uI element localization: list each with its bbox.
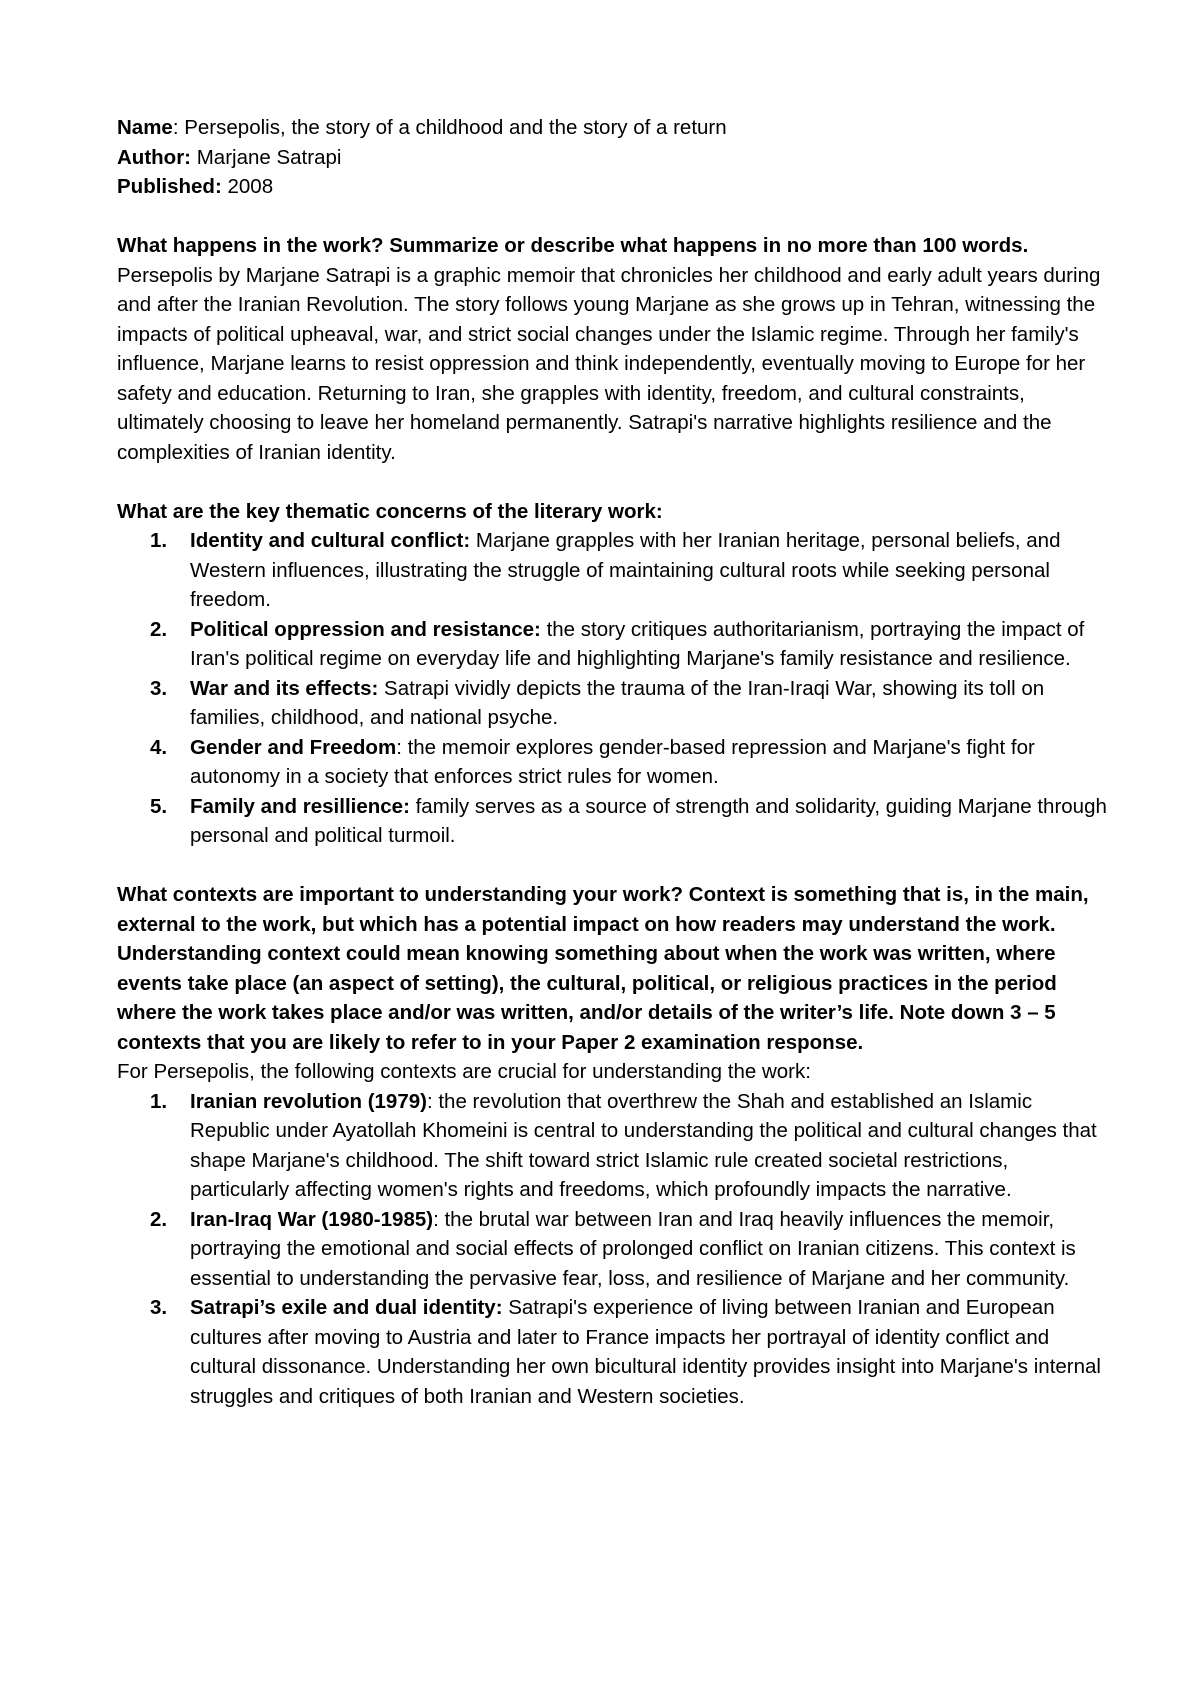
author-label: Author:	[117, 145, 192, 169]
themes-question: What are the key thematic concerns of the literary work:	[117, 499, 663, 523]
name-line	[117, 113, 1107, 143]
theme-text: Satrapi vividly depicts the trauma of the Iran-Iraqi War, showing its toll on families, childhood, and national psyche.	[190, 676, 1045, 729]
themes-list	[117, 526, 1107, 851]
published-value: 2008	[221, 175, 274, 198]
theme-title: War and its effects:	[190, 676, 379, 700]
name-value: : Persepolis, the story of a childhood and the story of a return	[172, 116, 727, 139]
context-item	[117, 1205, 1107, 1294]
theme-item	[117, 792, 1107, 851]
summary-answer: Persepolis by Marjane Satrapi is a graphic memoir that chronicles her childhood and early adult years during and after the Iranian Revolution. The story follows young Marjane as she grows up in Tehran, witnessing the impacts of political upheaval, war, and strict social changes under the Islamic regime. Through her family's influence, Marjane learns to resist oppression and think independently, eventually moving to Europe for her safety and education. Returning to Iran, she grapples with identity, freedom, and cultural constraints, ultimately choosing to leave her homeland permanently. Satrapi's narrative highlights resilience and the complexities of Iranian identity.	[117, 263, 1101, 464]
theme-item	[117, 674, 1107, 733]
spacer	[117, 202, 1107, 232]
theme-title: Political oppression and resistance:	[190, 617, 541, 641]
list-number: 5.	[150, 794, 168, 818]
author-line	[117, 143, 1107, 173]
published-line	[117, 172, 1107, 202]
published-label: Published:	[117, 175, 222, 198]
contexts-list	[117, 1087, 1107, 1412]
document-page	[117, 113, 1107, 1411]
context-text: : the brutal war between Iran and Iraq heavily influences the memoir, portraying the emotional and social effects of prolonged conflict on Iranian citizens. This context is essential to understanding the pervasive fear, loss, and resilience of Marjane and her community.	[190, 1207, 1076, 1290]
list-number: 1.	[150, 1089, 168, 1113]
theme-text: : the memoir explores gender-based repression and Marjane's fight for autonomy in a society that enforces strict rules for women.	[190, 735, 1035, 788]
context-text: Satrapi's experience of living between Iranian and European cultures after moving to Austria and later to France impacts her portrayal of identity conflict and cultural dissonance. Understanding her own bicultural identity provides insight into Marjane's internal struggles and critiques of both Iranian and Western societies.	[190, 1296, 1101, 1408]
theme-text: family serves as a source of strength and solidarity, guiding Marjane through personal and political turmoil.	[190, 794, 1107, 847]
context-title: Iranian revolution (1979)	[190, 1089, 427, 1113]
spacer	[117, 467, 1107, 497]
theme-item	[117, 733, 1107, 792]
theme-title: Gender and Freedom	[190, 735, 397, 759]
spacer	[117, 851, 1107, 881]
theme-title: Identity and cultural conflict:	[190, 529, 471, 552]
theme-item	[117, 615, 1107, 674]
context-item	[117, 1293, 1107, 1411]
context-title: Satrapi’s exile and dual identity:	[190, 1296, 503, 1319]
context-text: : the revolution that overthrew the Shah and established an Islamic Republic under Ayatollah Khomeini is central to understanding the political and cultural changes that shape Marjane's childhood. The shift toward strict Islamic rule created societal restrictions, particularly affecting women's rights and freedoms, which profoundly impacts the narrative.	[190, 1089, 1097, 1201]
list-number: 3.	[150, 676, 168, 700]
theme-text: the story critiques authoritarianism, portraying the impact of Iran's political regime on everyday life and highlighting Marjane's family resistance and resilience.	[190, 617, 1085, 670]
author-value: Marjane Satrapi	[191, 145, 342, 169]
theme-item	[117, 526, 1107, 615]
list-number: 2.	[150, 1207, 168, 1231]
context-item	[117, 1087, 1107, 1205]
list-number: 3.	[150, 1296, 168, 1319]
theme-text: Marjane grapples with her Iranian heritage, personal beliefs, and Western influences, illustrating the struggle of maintaining cultural roots while seeking personal freedom.	[190, 529, 1061, 611]
list-number: 1.	[150, 529, 168, 552]
contexts-intro: For Persepolis, the following contexts are crucial for understanding the work:	[117, 1060, 811, 1083]
summary-question: What happens in the work? Summarize or describe what happens in no more than 100 words.	[117, 234, 1029, 257]
name-label: Name	[117, 116, 173, 139]
contexts-question: What contexts are important to understanding your work? Context is something that is, in the main, external to the work, but which has a potential impact on how readers may understand the work. Understanding context could mean knowing something about when the work was written, where events take place (an aspect of setting), the cultural, political, or religious practices in the period where the work takes place and/or was written, and/or details of the writer’s life. Note down 3 – 5 contexts that you are likely to refer to in your Paper 2 examination response.	[117, 883, 1089, 1054]
list-number: 2.	[150, 617, 168, 641]
list-number: 4.	[150, 735, 168, 759]
theme-title: Family and resillience:	[190, 794, 410, 818]
context-title: Iran-Iraq War (1980-1985)	[190, 1207, 434, 1231]
